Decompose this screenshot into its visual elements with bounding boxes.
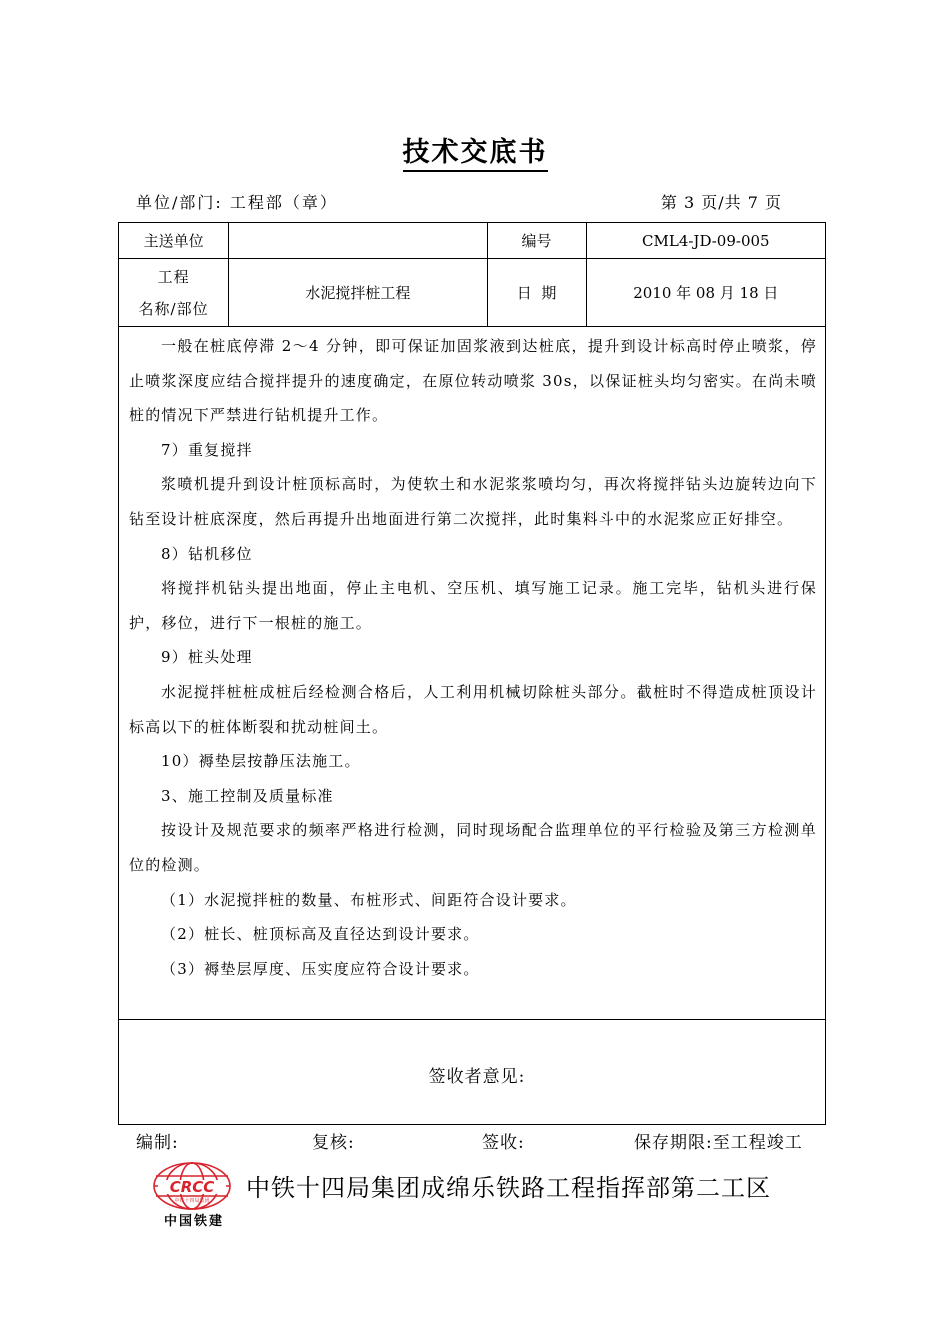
project-label: 工程 名称/部位	[119, 259, 229, 327]
sign-row	[119, 1020, 826, 1125]
heading: 10）褥垫层按静压法施工。	[161, 752, 361, 771]
paragraph: 一般在桩底停滞 2～4 分钟，即可保证加固浆液到达桩底，提升到设计标高时停止喷浆，停止喷浆深度应结合搅拌提升的速度确定，在原位转动喷浆 30s，以保证桩头均匀密实。在尚未喷桩的情况下严禁进行钻机提升工作。	[129, 337, 817, 425]
sign-label: 签收者意见:	[428, 1066, 526, 1087]
heading: 8）钻机移位	[161, 544, 253, 563]
sign-cell	[119, 1020, 826, 1125]
svg-text:中铁十四局集团: 中铁十四局集团	[174, 1198, 210, 1204]
disclosure-table	[118, 222, 826, 1125]
reviewed-by: 复核:	[312, 1133, 355, 1153]
heading: 9）桩头处理	[161, 648, 253, 667]
prepared-by: 编制:	[136, 1133, 179, 1153]
page-info: 第 3 页/共 7 页	[660, 193, 782, 212]
unit-value: 工程部（章）	[229, 193, 338, 212]
unit-label: 单位/部门:	[136, 193, 223, 212]
table-row	[119, 259, 826, 327]
project-value: 水泥搅拌桩工程	[229, 259, 487, 327]
content-row	[119, 327, 826, 1020]
logo-text: 中国铁建	[163, 1214, 224, 1229]
list-item: （3）褥垫层厚度、压实度应符合设计要求。	[161, 959, 480, 978]
document-title: 技术交底书	[0, 130, 950, 169]
company-name: 中铁十四局集团成绵乐铁路工程指挥部第二工区	[246, 1174, 771, 1202]
unit-department	[136, 190, 338, 213]
list-item: （1）水泥搅拌桩的数量、布桩形式、间距符合设计要求。	[161, 890, 577, 909]
content-cell	[119, 327, 826, 1020]
sender-value	[229, 223, 487, 259]
number-value: CML4-JD-09-005	[586, 223, 825, 259]
retention-period: 保存期限:至工程竣工	[634, 1133, 803, 1153]
number-label: 编号	[487, 223, 586, 259]
sender-label: 主送单位	[119, 223, 229, 259]
heading: 7）重复搅拌	[161, 440, 253, 459]
date-value: 2010 年 08 月 18 日	[586, 259, 825, 327]
svg-text:CRCC: CRCC	[169, 1178, 215, 1196]
paragraph: 将搅拌机钻头提出地面，停止主电机、空压机、填写施工记录。施工完毕，钻机头进行保护，移位，进行下一根桩的施工。	[129, 579, 817, 632]
table-row	[119, 223, 826, 259]
heading: 3、施工控制及质量标准	[161, 786, 334, 805]
date-label: 日 期	[487, 259, 586, 327]
paragraph: 按设计及规范要求的频率严格进行检测，同时现场配合监理单位的平行检验及第三方检测单位的检测。	[129, 821, 817, 874]
paragraph: 水泥搅拌桩桩成桩后经检测合格后，人工利用机械切除桩头部分。截桩时不得造成桩顶设计标高以下的桩体断裂和扰动桩间土。	[129, 682, 817, 736]
list-item: （2）桩长、桩顶标高及直径达到设计要求。	[161, 925, 480, 944]
received-by: 签收:	[482, 1133, 525, 1153]
paragraph: 浆喷机提升到设计桩顶标高时，为使软土和水泥浆浆喷均匀，再次将搅拌钻头边旋转边向下钻至设计桩底深度，然后再提升出地面进行第二次搅拌，此时集料斗中的水泥浆应正好排空。	[129, 475, 817, 528]
